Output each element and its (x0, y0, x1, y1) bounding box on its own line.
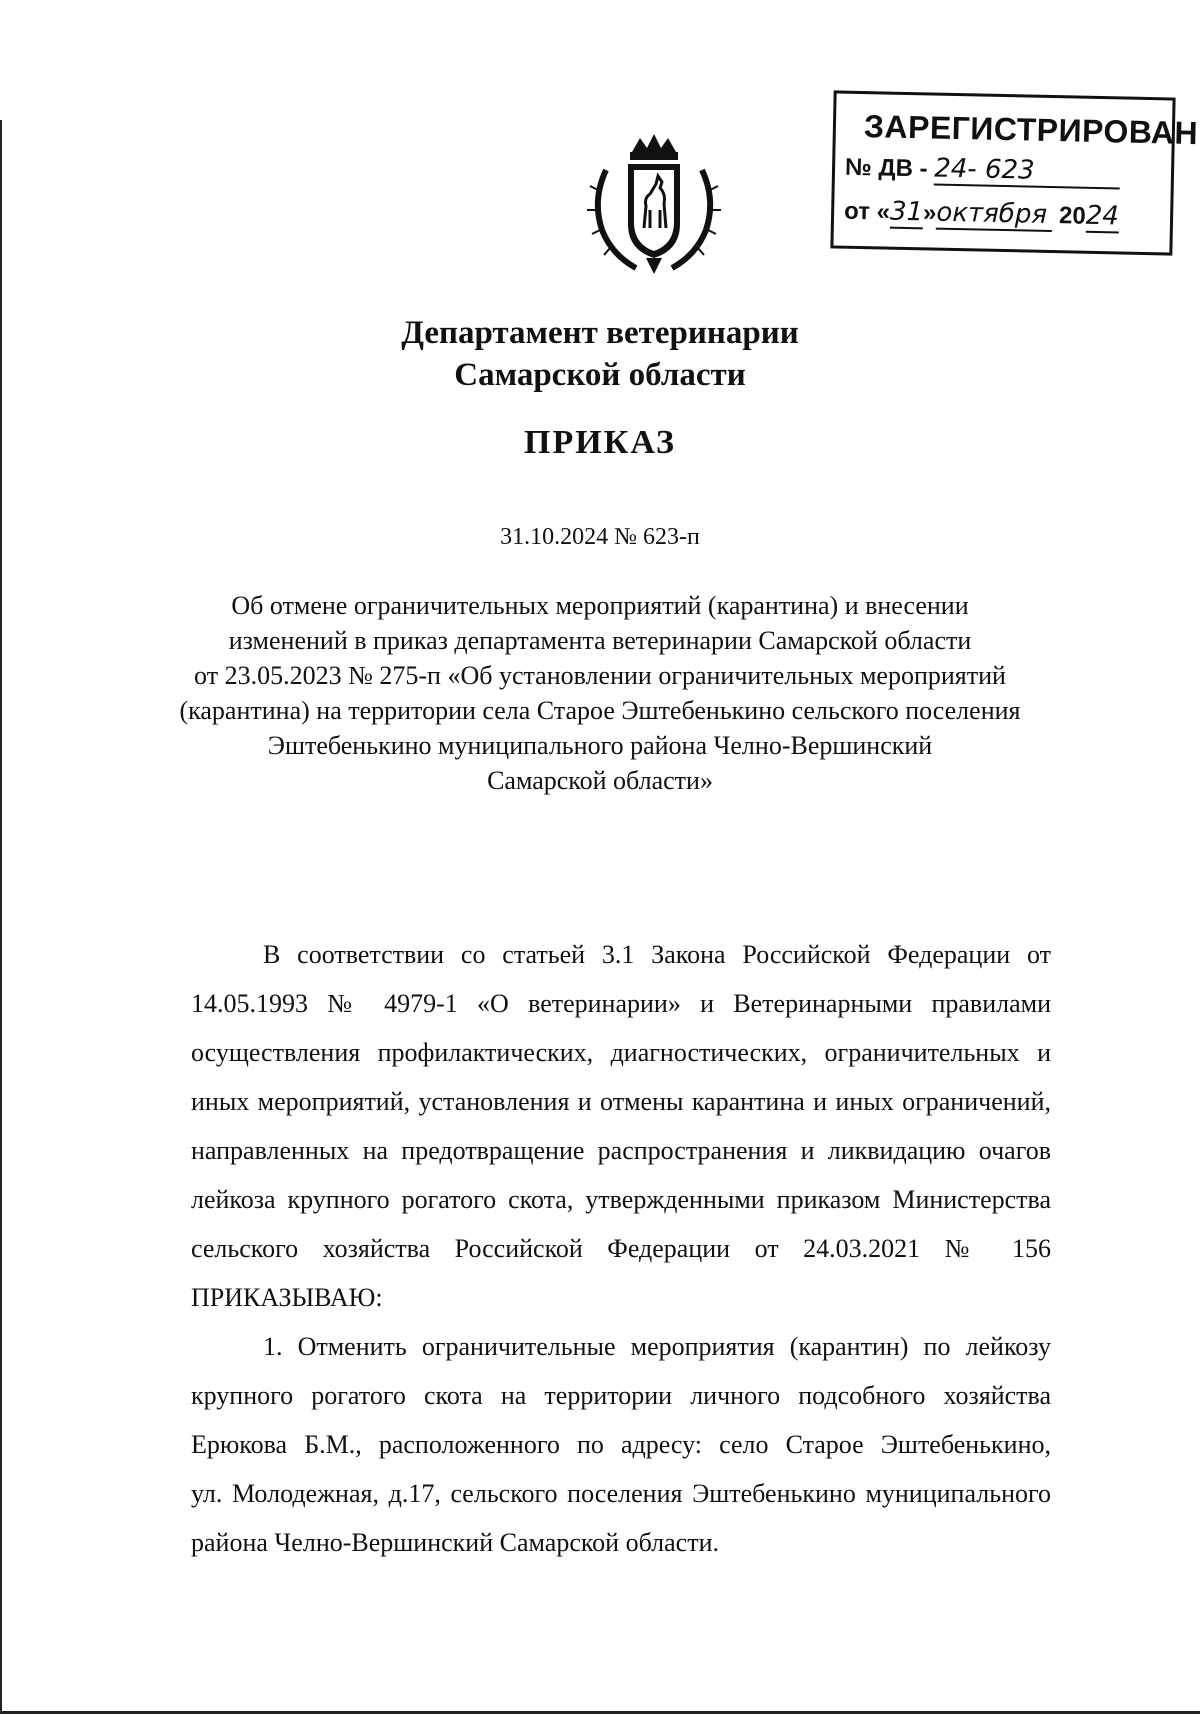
body-line: сельского хозяйства Российской Федерации от 24.03.2021 № 156 (191, 1234, 1051, 1263)
body-line: ПРИКАЗЫВАЮ: (191, 1283, 383, 1312)
stamp-date-year-suffix: 24 (1085, 200, 1120, 232)
body-line: иных мероприятий, установления и отмены карантина и иных ограничений, (191, 1087, 1051, 1116)
body-line: района Челно-Вершинский Самарской области. (191, 1528, 719, 1557)
registration-stamp (830, 90, 1199, 255)
stamp-title: ЗАРЕГИСТРИРОВАН (863, 108, 1199, 152)
body-line: 1. Отменить ограничительные мероприятия (карантин) по лейкозу (263, 1332, 1051, 1361)
stamp-date-month: октября (936, 198, 1053, 232)
stamp-number-prefix: № ДВ - (844, 153, 928, 183)
stamp-number-row (845, 152, 1121, 190)
body-line: Ерюкова Б.М., расположенного по адресу: село Старое Эштебенькино, (191, 1430, 1051, 1459)
body-line: направленных на предотвращение распространения и ликвидацию очагов (191, 1136, 1051, 1165)
subject-line: изменений в приказ департамента ветеринарии Самарской области (228, 626, 972, 655)
stamp-date-day: 31 (889, 196, 924, 228)
stamp-date-mid: » (922, 199, 937, 227)
department-name-line2: Самарской области (454, 357, 746, 393)
body-line: ул. Молодежная, д.17, сельского поселения Эштебенькино муниципального (191, 1479, 1051, 1508)
subject-line: Самарской области» (487, 766, 713, 795)
body-line: крупного рогатого скота на территории личного подсобного хозяйства (191, 1381, 1051, 1410)
body-line: В соответствии со статьей 3.1 Закона Российской Федерации от (263, 940, 1051, 969)
samara-coat-of-arms-icon (584, 130, 724, 280)
document-type: ПРИКАЗ (524, 424, 676, 461)
order-subject (160, 588, 1040, 798)
stamp-date-year-prefix: 20 (1058, 202, 1087, 230)
body-line: 14.05.1993 № 4979-1 «О ветеринарии» и Ветеринарными правилами (191, 989, 1051, 1018)
department-name-line1: Департамент ветеринарии (401, 315, 799, 351)
stamp-date-row (844, 196, 1119, 234)
stamp-number-value: 24- 623 (934, 154, 1121, 190)
body-line: осуществления профилактических, диагностических, ограничительных и (191, 1038, 1051, 1067)
subject-line: (карантина) на территории села Старое Эштебенькино сельского поселения (179, 696, 1021, 725)
subject-line: Об отмене ограничительных мероприятий (карантина) и внесении (231, 591, 969, 620)
order-date-number: 31.10.2024 № 623-п (500, 524, 700, 550)
subject-line: Эштебенькино муниципального района Челно-Вершинский (267, 731, 933, 760)
stamp-date-prefix: от « (843, 197, 891, 226)
body-line: лейкоза крупного рогатого скота, утвержденными приказом Министерства (191, 1185, 1051, 1214)
subject-line: от 23.05.2023 № 275-п «Об установлении ограничительных мероприятий (194, 661, 1006, 690)
order-body (191, 930, 1051, 1567)
